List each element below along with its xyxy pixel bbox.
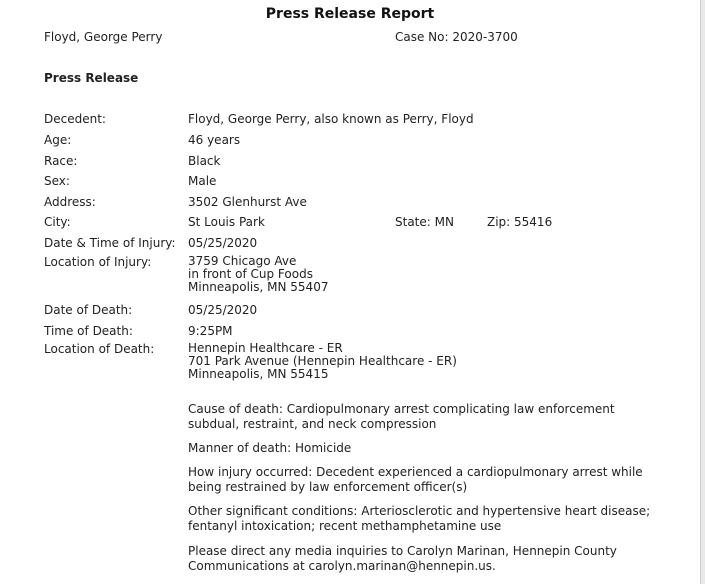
zip-value: Zip: 55416 [487, 215, 553, 229]
decedent-label: Decedent: [44, 112, 106, 126]
injury-datetime-value: 05/25/2020 [188, 236, 258, 250]
injury-datetime-label: Date & Time of Injury: [44, 236, 176, 250]
manner-of-death: Manner of death: Homicide [188, 441, 352, 455]
sex-label: Sex: [44, 174, 70, 188]
section-heading: Press Release [44, 71, 139, 85]
death-location-value [188, 342, 457, 381]
address-label: Address: [44, 195, 96, 209]
age-label: Age: [44, 133, 72, 147]
address-value: 3502 Glenhurst Ave [188, 195, 307, 209]
decedent-value: Floyd, George Perry, also known as Perry, Floyd [188, 112, 474, 126]
state-value: State: MN [395, 215, 454, 229]
sex-value: Male [188, 174, 217, 188]
age-value: 46 years [188, 133, 241, 147]
media-inquiries: Please direct any media inquiries to Carolyn Marinan, Hennepin County Communications at carolyn.marinan@hennepin.us. [188, 544, 617, 573]
death-location-line: Minneapolis, MN 55415 [188, 367, 329, 381]
death-time-value: 9:25PM [188, 324, 233, 338]
injury-location-line: in front of Cup Foods [188, 267, 313, 281]
window-edge [700, 0, 705, 584]
how-injury-occurred: How injury occurred: Decedent experienced a cardiopulmonary arrest while being restrained by law enforcement officer(s) [188, 465, 643, 494]
case-number: Case No: 2020-3700 [395, 30, 518, 44]
other-conditions: Other significant conditions: Arteriosclerotic and hypertensive heart disease; fentanyl intoxication; recent methamphetamine use [188, 504, 651, 533]
injury-location-label: Location of Injury: [44, 255, 152, 269]
death-location-line: Hennepin Healthcare - ER [188, 341, 343, 355]
injury-location-line: Minneapolis, MN 55407 [188, 280, 329, 294]
race-label: Race: [44, 154, 78, 168]
city-value: St Louis Park [188, 215, 265, 229]
death-date-label: Date of Death: [44, 303, 133, 317]
death-location-label: Location of Death: [44, 342, 155, 356]
cause-of-death: Cause of death: Cardiopulmonary arrest complicating law enforcement subdual, restraint, and neck compression [188, 402, 615, 431]
decedent-name-header: Floyd, George Perry [44, 30, 163, 44]
report-title: Press Release Report [265, 6, 435, 22]
death-time-label: Time of Death: [44, 324, 133, 338]
injury-location-line: 3759 Chicago Ave [188, 254, 297, 268]
injury-location-value [188, 255, 328, 294]
death-date-value: 05/25/2020 [188, 303, 258, 317]
city-label: City: [44, 215, 71, 229]
death-location-line: 701 Park Avenue (Hennepin Healthcare - ER) [188, 354, 457, 368]
race-value: Black [188, 154, 221, 168]
